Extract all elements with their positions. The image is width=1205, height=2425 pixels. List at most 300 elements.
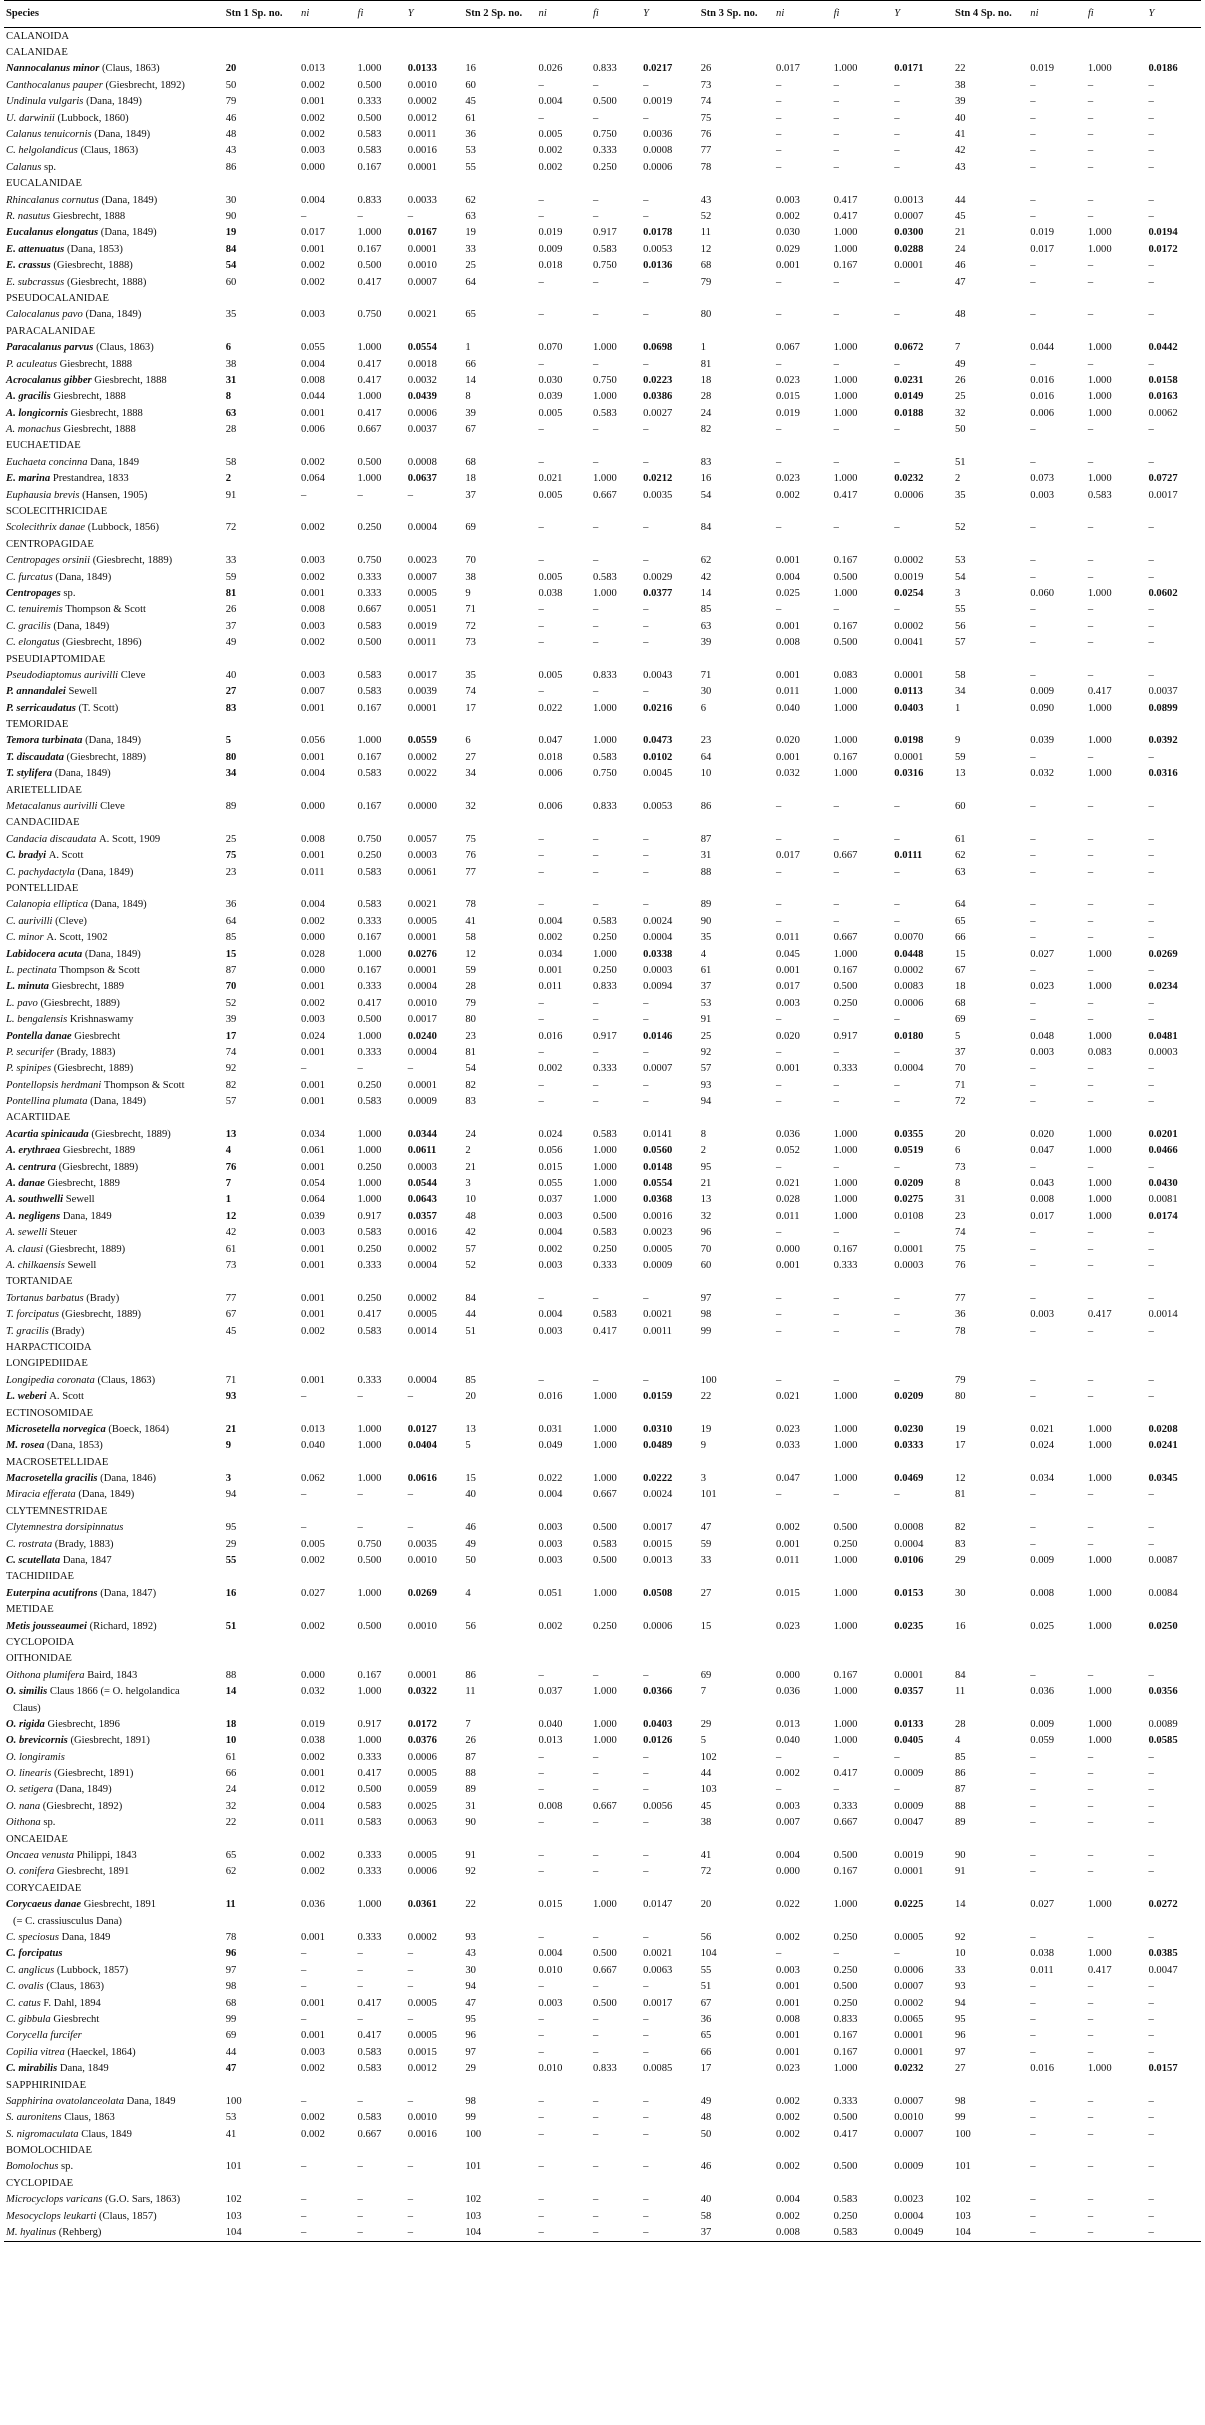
- value-cell: 0.0070: [894, 932, 924, 944]
- value-cell: 0.333: [357, 1850, 382, 1862]
- value-cell: 1.000: [357, 227, 382, 239]
- col-stn2-fi: fi: [591, 1, 641, 28]
- value-cell: 0.034: [301, 1128, 325, 1140]
- value-cell: 1.000: [1087, 243, 1112, 255]
- value-cell: 70: [225, 981, 237, 993]
- taxon-group-row: [4, 1831, 1201, 1847]
- value-cell: 0.0473: [643, 735, 673, 747]
- value-cell: 1.000: [833, 1555, 858, 1567]
- species-authority: (Dana, 1849): [53, 620, 110, 632]
- value-cell: 0.583: [592, 571, 617, 583]
- table-row: [4, 1782, 1201, 1798]
- species-name: A. negligens: [6, 1210, 61, 1222]
- value-cell: –: [592, 2112, 599, 2124]
- table-body: [4, 28, 1201, 2242]
- value-cell: 31: [465, 1800, 476, 1812]
- value-cell: –: [1148, 2046, 1154, 2058]
- value-cell: –: [776, 1948, 782, 1960]
- value-cell: 0.0016: [643, 1210, 673, 1222]
- value-cell: 84: [954, 1669, 966, 1681]
- value-cell: 58: [954, 669, 966, 681]
- value-cell: 0.0002: [407, 1292, 437, 1304]
- species-authority: Giesbrecht, 1888: [52, 210, 126, 222]
- value-cell: 0.0027: [643, 407, 673, 419]
- value-cell: –: [538, 309, 544, 321]
- value-cell: 0.417: [357, 1309, 382, 1321]
- value-cell: 0.000: [776, 1243, 800, 1255]
- value-cell: 0.044: [301, 391, 325, 403]
- taxon-group-label: EUCALANIDAE: [6, 178, 82, 190]
- value-cell: 0.0585: [1148, 1735, 1178, 1747]
- species-name-cell: [4, 1536, 224, 1552]
- value-cell: –: [833, 1096, 839, 1108]
- species-authority: (G.O. Sars, 1863): [105, 2194, 181, 2206]
- value-cell: 0.167: [357, 702, 382, 714]
- value-cell: 0.667: [592, 1489, 617, 1501]
- value-cell: –: [894, 1309, 900, 1321]
- taxon-group-row: [4, 28, 1201, 45]
- value-cell: 0.500: [833, 1850, 858, 1862]
- value-cell: –: [776, 866, 782, 878]
- value-cell: 0.417: [357, 407, 382, 419]
- table-row: [4, 241, 1201, 257]
- species-name: P. aculeatus: [6, 358, 58, 370]
- value-cell: 0.0355: [894, 1128, 924, 1140]
- value-cell: 0.417: [833, 489, 858, 501]
- species-name: Oithona: [6, 1817, 41, 1829]
- taxon-group-label: ECTINOSOMIDAE: [6, 1407, 94, 1419]
- value-cell: –: [1087, 899, 1094, 911]
- value-cell: –: [1148, 2161, 1154, 2173]
- value-cell: 0.0011: [407, 129, 437, 141]
- table-row: [4, 1765, 1201, 1781]
- value-cell: 0.002: [538, 1063, 563, 1075]
- value-cell: –: [406, 2224, 464, 2241]
- value-cell: 0.002: [776, 2161, 800, 2173]
- value-cell: –: [1030, 456, 1036, 468]
- species-name-cell: [4, 1798, 224, 1814]
- value-cell: –: [776, 1751, 782, 1763]
- value-cell: 100: [225, 2095, 242, 2107]
- taxon-group-row: [4, 1880, 1201, 1896]
- value-cell: 0.0007: [407, 276, 437, 288]
- value-cell: –: [357, 2013, 363, 2025]
- value-cell: 101: [465, 2161, 482, 2173]
- value-cell: 55: [465, 161, 476, 173]
- value-cell: 0.0057: [407, 833, 437, 845]
- value-cell: –: [1030, 620, 1036, 632]
- value-cell: 1.000: [833, 587, 858, 599]
- value-cell: –: [1030, 571, 1036, 583]
- value-cell: 0.0001: [407, 243, 437, 255]
- value-cell: 0.0392: [1148, 735, 1178, 747]
- value-cell: 0.004: [301, 194, 325, 206]
- col-stn3-spno: Stn 3 Sp. no.: [699, 1, 774, 28]
- value-cell: 27: [465, 751, 476, 763]
- value-cell: 0.045: [776, 948, 800, 960]
- value-cell: 0.051: [538, 1587, 563, 1599]
- value-cell: 0.022: [538, 1473, 563, 1485]
- value-cell: 22: [465, 1899, 476, 1911]
- value-cell: 0.333: [357, 1932, 382, 1943]
- value-cell: 1.000: [592, 735, 617, 747]
- value-cell: 40: [465, 1489, 476, 1501]
- species-name: Canthocalanus pauper: [6, 79, 103, 91]
- value-cell: 96: [954, 2030, 966, 2042]
- value-cell: 1.000: [357, 391, 382, 403]
- species-name-cell: [4, 389, 224, 405]
- value-cell: 0.0010: [407, 79, 437, 91]
- value-cell: –: [1030, 309, 1036, 321]
- table-row: [4, 126, 1201, 142]
- value-cell: 101: [225, 2161, 242, 2173]
- value-cell: 0.0010: [894, 2112, 924, 2124]
- value-cell: 52: [465, 1259, 476, 1271]
- species-authority: (Dana, 1849): [90, 899, 147, 911]
- value-cell: 0.250: [833, 1538, 858, 1550]
- species-name-cell: [4, 1978, 224, 1994]
- value-cell: 0.008: [301, 374, 325, 386]
- value-cell: 0.500: [592, 1210, 617, 1222]
- species-name: U. darwinii: [6, 112, 55, 124]
- value-cell: 49: [700, 2095, 712, 2107]
- value-cell: 0.0316: [1148, 768, 1178, 780]
- value-cell: –: [894, 79, 900, 91]
- value-cell: 98: [954, 2095, 966, 2107]
- value-cell: –: [301, 1964, 307, 1976]
- value-cell: –: [592, 1981, 599, 1993]
- table-row: [4, 2126, 1201, 2142]
- value-cell: 0.006: [1030, 407, 1055, 419]
- value-cell: –: [1148, 1997, 1154, 2009]
- value-cell: 52: [954, 522, 966, 534]
- value-cell: 0.039: [538, 391, 563, 403]
- value-cell: 88: [954, 1800, 966, 1812]
- value-cell: 0.0010: [407, 1620, 437, 1632]
- value-cell: 94: [700, 1096, 712, 1108]
- value-cell: –: [1030, 1243, 1036, 1255]
- value-cell: 91: [465, 1850, 476, 1862]
- value-cell: 1.000: [357, 1735, 382, 1747]
- species-name-cell: [4, 1093, 224, 1109]
- species-name-cell: [4, 1372, 224, 1388]
- value-cell: 71: [954, 1079, 966, 1091]
- species-name: Euphausia brevis: [6, 489, 80, 501]
- value-cell: 89: [700, 899, 712, 911]
- value-cell: 0.250: [592, 932, 617, 944]
- value-cell: 71: [225, 1374, 237, 1386]
- value-cell: 1.000: [592, 1686, 617, 1698]
- value-cell: –: [1086, 2224, 1147, 2241]
- table-row: [4, 1323, 1201, 1339]
- value-cell: 0.002: [301, 2128, 325, 2140]
- value-cell: –: [833, 309, 839, 321]
- value-cell: 81: [465, 1046, 476, 1058]
- value-cell: 33: [225, 555, 237, 567]
- species-name-cell: [4, 274, 224, 290]
- value-cell: 101: [954, 2161, 971, 2173]
- value-cell: 7: [465, 1718, 471, 1730]
- species-name: C. catus: [6, 1997, 41, 2009]
- species-name-cell: [4, 946, 224, 962]
- value-cell: 49: [225, 637, 237, 649]
- value-cell: 0.0002: [407, 96, 437, 108]
- value-cell: 71: [465, 604, 476, 616]
- value-cell: 0.015: [776, 391, 800, 403]
- value-cell: –: [592, 1046, 599, 1058]
- value-cell: 61: [225, 1243, 237, 1255]
- species-name: C. anglicus: [6, 1964, 55, 1976]
- value-cell: 0.037: [538, 1686, 563, 1698]
- value-cell: 0.417: [1087, 686, 1112, 698]
- species-authority: (Giesbrecht, 1889): [58, 1161, 139, 1173]
- value-cell: 0.001: [301, 1161, 325, 1173]
- value-cell: 70: [465, 555, 476, 567]
- value-cell: 0.002: [776, 1932, 800, 1943]
- value-cell: –: [776, 1374, 782, 1386]
- value-cell: 0.017: [1030, 1210, 1055, 1222]
- value-cell: 60: [225, 276, 237, 288]
- value-cell: 81: [954, 1489, 966, 1501]
- value-cell: 0.002: [301, 1555, 325, 1567]
- value-cell: –: [1030, 801, 1036, 813]
- col-stn1-y: Y: [406, 1, 464, 28]
- value-cell: 0.417: [833, 2128, 858, 2140]
- value-cell: 0.333: [592, 1259, 617, 1271]
- value-cell: –: [1148, 1538, 1154, 1550]
- species-name: C. furcatus: [6, 571, 53, 583]
- value-cell: –: [592, 866, 599, 878]
- value-cell: –: [1148, 276, 1154, 288]
- value-cell: 83: [954, 1538, 966, 1550]
- value-cell: 0.167: [833, 2046, 858, 2058]
- value-cell: 0.003: [301, 309, 325, 321]
- value-cell: 0.016: [1030, 2063, 1055, 2075]
- value-cell: 69: [954, 1014, 966, 1026]
- value-cell: 37: [699, 2224, 774, 2241]
- value-cell: 63: [954, 866, 966, 878]
- value-cell: 0.0171: [894, 63, 924, 75]
- taxon-group-label: SAPPHIRINIDAE: [6, 2079, 87, 2091]
- value-cell: 0.250: [357, 1079, 382, 1091]
- value-cell: 0.500: [592, 1997, 617, 2009]
- value-cell: 11: [954, 1686, 966, 1698]
- species-name-cell: [4, 618, 224, 634]
- value-cell: 1.000: [1087, 1686, 1112, 1698]
- value-cell: 0.004: [538, 1227, 563, 1239]
- value-cell: 0.333: [592, 1063, 617, 1075]
- value-cell: 0.002: [776, 489, 800, 501]
- value-cell: –: [1148, 964, 1154, 976]
- value-cell: 0.167: [357, 932, 382, 944]
- value-cell: 0.583: [357, 129, 382, 141]
- value-cell: 0.0727: [1148, 473, 1178, 485]
- value-cell: 0.004: [776, 1850, 800, 1862]
- value-cell: 0.250: [592, 1620, 617, 1632]
- table-row: [4, 1585, 1201, 1601]
- table-row: [4, 1618, 1201, 1634]
- value-cell: –: [776, 309, 782, 321]
- species-name: O. rigida: [6, 1718, 45, 1730]
- value-cell: 97: [225, 1964, 237, 1976]
- value-cell: 0.0616: [407, 1473, 437, 1485]
- value-cell: 0.0216: [643, 702, 673, 714]
- value-cell: 0.583: [357, 1800, 382, 1812]
- value-cell: 0.001: [776, 669, 800, 681]
- value-cell: 15: [225, 948, 237, 960]
- value-cell: –: [1087, 1522, 1094, 1534]
- value-cell: –: [1087, 1784, 1094, 1796]
- value-cell: 0.0163: [1148, 391, 1178, 403]
- value-cell: 16: [700, 473, 712, 485]
- value-cell: 0.027: [1030, 1899, 1055, 1911]
- species-authority: Thompson & Scott: [65, 604, 146, 616]
- species-name: O. longiramis: [6, 1751, 65, 1763]
- value-cell: –: [1030, 96, 1036, 108]
- taxon-group-row: [4, 438, 1201, 454]
- value-cell: 0.0148: [643, 1161, 673, 1173]
- value-cell: –: [1148, 309, 1154, 321]
- value-cell: 0.667: [833, 932, 858, 944]
- species-name: Oithona plumifera: [6, 1669, 85, 1681]
- value-cell: 0.021: [538, 473, 563, 485]
- value-cell: 0.917: [357, 1210, 382, 1222]
- species-name-cell: [4, 667, 224, 683]
- species-authority: sp.: [63, 587, 76, 599]
- value-cell: –: [833, 1948, 839, 1960]
- value-cell: –: [833, 604, 839, 616]
- value-cell: –: [894, 1374, 900, 1386]
- value-cell: 0.0201: [1148, 1128, 1178, 1140]
- value-cell: 0.0554: [643, 1178, 673, 1190]
- value-cell: –: [833, 1784, 839, 1796]
- value-cell: 0.0008: [407, 456, 437, 468]
- species-authority: Claus, 1849: [81, 2128, 132, 2140]
- value-cell: 0.0007: [894, 2095, 924, 2107]
- value-cell: –: [776, 1489, 782, 1501]
- value-cell: 0.002: [301, 276, 325, 288]
- value-cell: 0.0361: [407, 1899, 437, 1911]
- value-cell: –: [1148, 1522, 1154, 1534]
- value-cell: 33: [465, 243, 476, 255]
- value-cell: 87: [700, 833, 712, 845]
- value-cell: 0.0003: [407, 850, 437, 862]
- value-cell: –: [1148, 79, 1154, 91]
- species-authority: (Dana, 1853): [46, 1440, 103, 1452]
- species-name: A. monachus: [6, 424, 61, 436]
- value-cell: –: [592, 1866, 599, 1878]
- species-abundance-table: [4, 0, 1201, 2242]
- taxon-group-label: ARIETELLIDAE: [6, 784, 82, 796]
- species-authority: Dana, 1849: [126, 2095, 176, 2107]
- table-row: [4, 1470, 1201, 1486]
- value-cell: 0.0016: [407, 2128, 437, 2140]
- taxon-group-label: OITHONIDAE: [6, 1653, 72, 1665]
- value-cell: 0.0019: [894, 1850, 924, 1862]
- value-cell: 45: [225, 1325, 237, 1337]
- table-row: [4, 733, 1201, 749]
- value-cell: 0.250: [357, 1243, 382, 1255]
- value-cell: –: [1087, 2194, 1094, 2206]
- value-cell: 0.0002: [894, 964, 924, 976]
- value-cell: 0.0225: [894, 1899, 924, 1911]
- value-cell: 0.0141: [643, 1128, 673, 1140]
- value-cell: 4: [954, 1735, 961, 1747]
- value-cell: 54: [225, 260, 237, 272]
- value-cell: –: [894, 604, 900, 616]
- table-row: [4, 2208, 1201, 2224]
- value-cell: 84: [465, 1292, 476, 1304]
- species-name: Euterpina acutifrons: [6, 1587, 98, 1599]
- value-cell: 0.417: [357, 358, 382, 370]
- value-cell: 26: [700, 63, 712, 75]
- species-name-cell: [4, 405, 224, 421]
- value-cell: 0.038: [538, 587, 563, 599]
- value-cell: –: [833, 1325, 839, 1337]
- value-cell: –: [833, 1161, 839, 1173]
- taxon-group-row: [4, 651, 1201, 667]
- value-cell: 46: [700, 2161, 712, 2173]
- value-cell: –: [833, 1079, 839, 1091]
- value-cell: 0.001: [776, 260, 800, 272]
- value-cell: 0.750: [592, 260, 617, 272]
- value-cell: 0.043: [1030, 1178, 1055, 1190]
- taxon-group-row: [4, 1634, 1201, 1650]
- species-name: Calocalanus pavo: [6, 309, 83, 321]
- value-cell: 28: [700, 391, 712, 403]
- value-cell: 42: [465, 1227, 476, 1239]
- value-cell: 0.500: [357, 456, 382, 468]
- value-cell: 73: [700, 79, 712, 91]
- value-cell: –: [1030, 637, 1036, 649]
- value-cell: 1.000: [833, 768, 858, 780]
- species-name-cell: [4, 520, 224, 536]
- species-authority: Sewell: [67, 1259, 97, 1271]
- value-cell: 94: [954, 1997, 966, 2009]
- value-cell: 51: [225, 1620, 237, 1632]
- species-name: R. nasutus: [6, 210, 51, 222]
- value-cell: –: [1087, 276, 1094, 288]
- value-cell: 62: [954, 850, 966, 862]
- value-cell: 0.583: [592, 1128, 617, 1140]
- value-cell: 34: [954, 686, 966, 698]
- value-cell: 61: [700, 964, 712, 976]
- value-cell: 1.000: [833, 686, 858, 698]
- taxon-group-row: [4, 176, 1201, 192]
- value-cell: 87: [465, 1751, 476, 1763]
- value-cell: 0.0023: [894, 2194, 924, 2206]
- value-cell: 0.0007: [643, 1063, 673, 1075]
- value-cell: –: [643, 1784, 649, 1796]
- value-cell: –: [1087, 2013, 1094, 2025]
- value-cell: 0.167: [833, 2030, 858, 2042]
- value-cell: 0.0269: [1148, 948, 1178, 960]
- value-cell: –: [592, 555, 599, 567]
- value-cell: 0.417: [357, 1768, 382, 1780]
- value-cell: 0.003: [538, 1555, 563, 1567]
- value-cell: 99: [700, 1325, 712, 1337]
- value-cell: 41: [700, 1850, 712, 1862]
- value-cell: 0.417: [357, 1997, 382, 2009]
- value-cell: 6: [465, 735, 471, 747]
- value-cell: –: [643, 1768, 649, 1780]
- value-cell: –: [776, 358, 782, 370]
- value-cell: –: [894, 1046, 900, 1058]
- value-cell: 0.023: [776, 2063, 800, 2075]
- value-cell: 31: [954, 1194, 966, 1206]
- value-cell: 1.000: [592, 1145, 617, 1157]
- value-cell: –: [538, 1866, 544, 1878]
